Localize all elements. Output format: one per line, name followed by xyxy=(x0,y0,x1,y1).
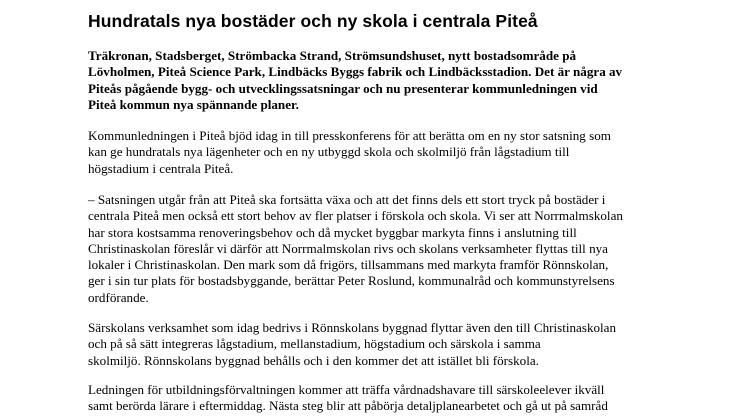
text-line: lokaler i Christinaskolan. Den mark som då frigörs, tillsammans med markyta framför Rönnskolan, xyxy=(88,257,609,273)
body-paragraph-3 xyxy=(88,320,688,369)
text-line: Christinaskolan föreslår vi därför att Norrmalmskolan rivs och skolans verksamheter flyttas till nya xyxy=(88,240,608,256)
text-line: kan ge hundratals nya lägenheter och en ny utbyggd skola och skolmiljö från lågstadium till xyxy=(88,144,570,160)
article-title: Hundratals nya bostäder och ny skola i centrala Piteå xyxy=(88,11,538,31)
text-line: har stora kostsamma renoveringsbehov och då mycket byggbar markyta finns i anslutning till xyxy=(88,224,577,240)
text-line: – Satsningen utgår från att Piteå ska fortsätta växa och att det finns dels ett stort tryck på bostäder i xyxy=(88,192,606,207)
text-line: ger i sin tur plats för bostadsbyggande, berättar Peter Roslund, kommunalråd och kommunstyrelsens xyxy=(88,273,615,289)
text-line: ordförande. xyxy=(88,289,149,305)
text-line: Kommunledningen i Piteå bjöd idag in till presskonferens för att berätta om en ny stor satsning som xyxy=(88,128,611,143)
text-line: och på så sätt integreras lågstadium, mellanstadium, högstadium och särskola i samma xyxy=(88,336,541,352)
lead-line: Piteå kommun nya spännande planer. xyxy=(88,96,299,112)
lead-line: Lövholmen, Piteå Science Park, Lindbäcks Byggs fabrik och Lindbäcksstadion. Det är några av xyxy=(88,64,623,80)
lead-paragraph xyxy=(88,48,688,113)
text-line: centrala Piteå men också ett stort behov av fler platser i förskola och skola. Vi ser att Norrmalmskolan xyxy=(88,208,623,224)
text-line: Särskolans verksamhet som idag bedrivs i Rönnskolans byggnad flyttar även den till Christinaskolan xyxy=(88,320,617,335)
body-paragraph-2 xyxy=(88,192,688,306)
text-line: högstadium i centrala Piteå. xyxy=(88,160,234,176)
body-paragraph-1 xyxy=(88,128,688,177)
text-line: samt berörda lärare i eftermiddag. Nästa steg blir att påbörja detaljplanearbetet och gå ut på samråd xyxy=(88,398,608,414)
lead-line: Piteås pågående bygg- och utvecklingssatsningar och nu presenterar kommunledningen vid xyxy=(88,80,598,96)
text-line: Ledningen för utbildningsförvaltningen kommer att träffa vårdnadshavare till särskoleelever ikväll xyxy=(88,382,605,397)
lead-line: Träkronan, Stadsberget, Strömbacka Strand, Strömsundshuset, nytt bostadsområde på xyxy=(88,48,577,63)
body-paragraph-4 xyxy=(88,382,688,415)
text-line: skolmiljö. Rönnskolans byggnad behålls och i den kommer det att istället bli förskola. xyxy=(88,352,539,368)
